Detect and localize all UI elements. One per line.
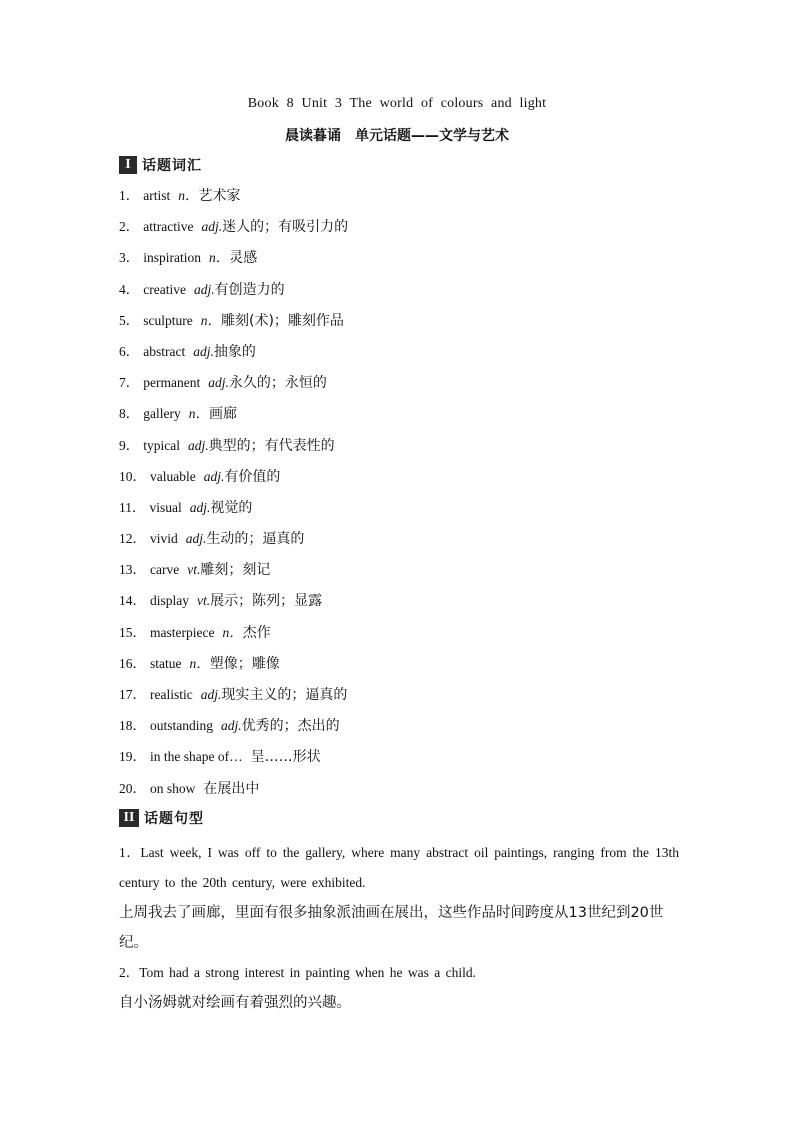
vocab-number: 2． [119, 219, 140, 235]
vocab-item [119, 465, 348, 496]
vocab-item [119, 745, 348, 776]
vocab-number: 15． [119, 624, 146, 640]
vocab-definition: 有价值的 [224, 468, 281, 485]
vocab-definition: 视觉的 [210, 499, 253, 516]
vocab-item [119, 558, 348, 589]
sentence-english: 2．Tom had a strong interest in painting when he was a child. [119, 965, 476, 980]
vocab-word: on show [150, 780, 196, 796]
vocab-item [119, 215, 348, 246]
sentence-english: 1．Last week, I was off to the gallery, where many abstract oil paintings, ranging from the 13th century to the 20th century, were exhibited. [119, 845, 679, 890]
vocab-definition: 艺术家 [198, 188, 241, 204]
vocab-definition: 在展出中 [203, 780, 260, 797]
sentence-chinese: 上周我去了画廊，里面有很多抽象派油画在展出，这些作品时间跨度从13世纪到20世纪。 [119, 905, 664, 951]
vocab-definition: 有创造力的 [214, 281, 285, 298]
vocab-item [119, 527, 348, 558]
vocab-part-of-speech: vt. [197, 593, 211, 609]
vocab-number: 19． [119, 749, 146, 765]
page-title: Book 8 Unit 3 The world of colours and light [247, 96, 547, 111]
vocab-word: display [150, 593, 189, 609]
section-number-badge: II [119, 809, 139, 827]
vocab-word: gallery [143, 406, 181, 422]
vocab-definition: 永久的；永恒的 [228, 375, 327, 392]
vocab-part-of-speech: vt. [187, 562, 201, 578]
vocab-item [119, 496, 348, 527]
vocab-definition: 典型的；有代表性的 [208, 437, 335, 454]
vocab-part-of-speech: adj. [201, 219, 223, 235]
section-heading-vocabulary [119, 155, 202, 175]
vocab-item [119, 777, 348, 808]
vocab-number: 8． [119, 406, 140, 422]
vocabulary-list [119, 184, 348, 808]
vocab-definition: 呈……形状 [250, 749, 321, 766]
vocab-word: valuable [150, 468, 196, 484]
vocab-number: 13． [119, 562, 146, 578]
vocab-word: typical [143, 437, 180, 453]
vocab-definition: 塑像；雕像 [209, 655, 280, 672]
vocab-part-of-speech: adj. [208, 375, 229, 391]
vocab-item [119, 434, 348, 465]
vocab-definition: 优秀的；杰出的 [241, 718, 340, 735]
vocab-number: 20． [119, 780, 146, 796]
vocab-item [119, 309, 348, 340]
vocab-word: visual [149, 499, 182, 515]
vocab-word: sculpture [143, 312, 193, 328]
vocab-part-of-speech: n． [188, 406, 209, 422]
vocab-part-of-speech: adj. [200, 687, 222, 702]
vocab-word: permanent [143, 375, 201, 391]
vocab-word: carve [150, 562, 180, 578]
vocab-number: 1． [119, 188, 140, 203]
vocab-item [119, 184, 348, 215]
sentence-list [119, 838, 679, 1018]
vocab-part-of-speech: adj. [189, 499, 211, 515]
vocab-part-of-speech: n． [178, 188, 199, 203]
vocab-number: 7． [119, 375, 140, 391]
vocab-part-of-speech: n． [200, 312, 221, 328]
vocab-number: 11． [119, 499, 146, 515]
vocab-part-of-speech: adj. [193, 343, 214, 359]
vocab-item [119, 714, 348, 745]
vocab-part-of-speech: adj. [193, 281, 215, 297]
vocab-item [119, 652, 348, 683]
page-subtitle: 晨读暮诵 单元话题——文学与艺术 [285, 128, 509, 144]
section-title: 话题句型 [144, 811, 204, 827]
vocab-word: realistic [150, 687, 193, 702]
vocab-number: 12． [119, 531, 146, 547]
vocab-word: inspiration [143, 250, 201, 266]
vocab-word: creative [143, 281, 186, 297]
vocab-item [119, 246, 348, 277]
vocab-number: 10． [119, 468, 146, 484]
vocab-word: vivid [150, 531, 178, 547]
vocab-part-of-speech: n． [189, 655, 210, 671]
vocab-definition: 现实主义的；逼真的 [221, 687, 348, 703]
section-heading-sentences [119, 808, 204, 828]
vocab-word: outstanding [150, 718, 213, 734]
vocab-definition: 迷人的；有吸引力的 [222, 219, 349, 236]
vocab-number: 6． [119, 343, 140, 359]
vocab-number: 17． [119, 687, 146, 702]
vocab-definition: 雕刻(术)；雕刻作品 [221, 312, 344, 329]
vocab-word: statue [150, 655, 182, 671]
vocab-word: in the shape of… [150, 749, 243, 765]
vocab-item [119, 589, 348, 620]
vocab-part-of-speech: adj. [185, 531, 207, 547]
vocab-number: 9． [119, 437, 140, 453]
vocab-item [119, 340, 348, 371]
vocab-part-of-speech: adj. [203, 468, 225, 484]
vocab-definition: 生动的；逼真的 [206, 531, 305, 548]
vocab-number: 16． [119, 655, 146, 671]
sentence-item [119, 838, 679, 958]
vocab-word: artist [143, 188, 171, 203]
vocab-definition: 抽象的 [213, 343, 256, 360]
vocab-definition: 画廊 [208, 406, 237, 423]
vocab-word: attractive [143, 219, 194, 235]
vocab-part-of-speech: adj. [188, 437, 209, 453]
section-title: 话题词汇 [142, 158, 202, 174]
vocab-definition: 灵感 [229, 250, 258, 267]
vocab-number: 14． [119, 593, 146, 609]
vocab-definition: 杰作 [242, 624, 271, 641]
vocab-item [119, 683, 348, 714]
sentence-chinese: 自小汤姆就对绘画有着强烈的兴趣。 [119, 995, 351, 1011]
vocab-part-of-speech: n． [222, 624, 243, 640]
section-number-badge: I [119, 156, 137, 174]
vocab-number: 3． [119, 250, 140, 266]
vocab-definition: 展示；陈列；显露 [210, 593, 323, 610]
vocab-part-of-speech: adj. [221, 718, 242, 734]
vocab-item [119, 278, 348, 309]
vocab-item [119, 371, 348, 402]
vocab-word: masterpiece [150, 624, 215, 640]
vocab-item [119, 402, 348, 433]
vocab-definition: 雕刻；刻记 [200, 562, 271, 579]
vocab-number: 4． [119, 281, 140, 297]
vocab-word: abstract [143, 343, 186, 359]
vocab-number: 5． [119, 312, 140, 328]
vocab-item [119, 621, 348, 652]
vocab-part-of-speech: n． [209, 250, 230, 266]
vocab-number: 18． [119, 718, 146, 734]
sentence-item [119, 958, 679, 1018]
